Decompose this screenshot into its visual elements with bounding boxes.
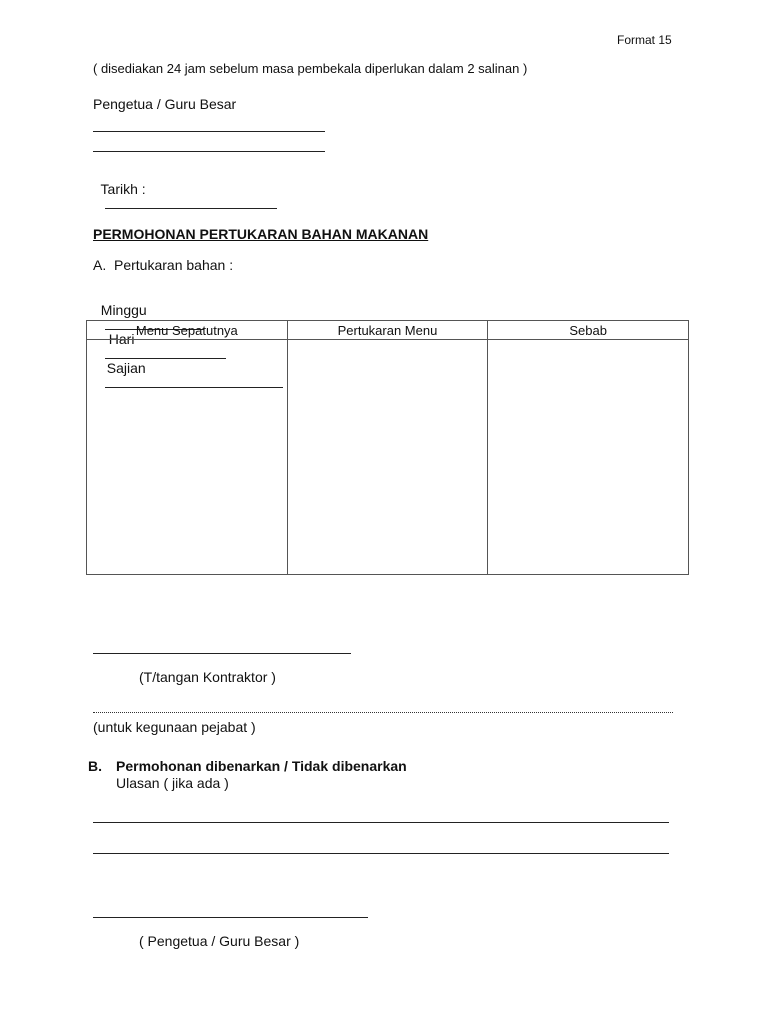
menu-change-table	[86, 320, 689, 575]
table-header-row	[87, 321, 689, 340]
recipient-label: Pengetua / Guru Besar	[93, 96, 237, 112]
reason-cell[interactable]	[488, 340, 689, 575]
column-header-reason: Sebab	[488, 321, 689, 340]
menu-change-cell[interactable]	[287, 340, 488, 575]
section-a-label: A. Pertukaran bahan :	[93, 257, 234, 273]
recipient-line-1[interactable]	[93, 131, 325, 132]
remarks-line-1[interactable]	[93, 822, 669, 823]
section-b-title: Permohonan dibenarkan / Tidak dibenarkan	[116, 758, 407, 774]
date-field[interactable]	[105, 196, 277, 209]
principal-signature-label: ( Pengetua / Guru Besar )	[139, 933, 300, 949]
contractor-signature-label: (T/tangan Kontraktor )	[139, 669, 276, 685]
date-label: Tarikh :	[100, 181, 146, 197]
day-label: Hari	[108, 331, 135, 347]
table-row	[87, 340, 689, 575]
contractor-signature-line[interactable]	[93, 653, 351, 654]
column-header-planned-menu: Menu Sepatutnya	[87, 321, 288, 340]
column-header-menu-change: Pertukaran Menu	[287, 321, 488, 340]
section-b-letter: B.	[88, 758, 102, 774]
request-title: PERMOHONAN PERTUKARAN BAHAN MAKANAN	[93, 226, 429, 242]
planned-menu-cell[interactable]	[87, 340, 288, 575]
office-use-divider	[93, 712, 673, 713]
remarks-label: Ulasan ( jika ada )	[116, 775, 229, 791]
recipient-line-2[interactable]	[93, 151, 325, 152]
week-label: Minggu	[100, 302, 147, 318]
date-field-row	[93, 168, 277, 211]
serving-label: Sajian	[106, 360, 146, 376]
principal-signature-line[interactable]	[93, 917, 368, 918]
format-label: Format 15	[617, 33, 672, 47]
preparation-note: ( disediakan 24 jam sebelum masa pembekala diperlukan dalam 2 salinan )	[93, 61, 528, 76]
office-use-label: (untuk kegunaan pejabat )	[93, 719, 256, 735]
remarks-line-2[interactable]	[93, 853, 669, 854]
